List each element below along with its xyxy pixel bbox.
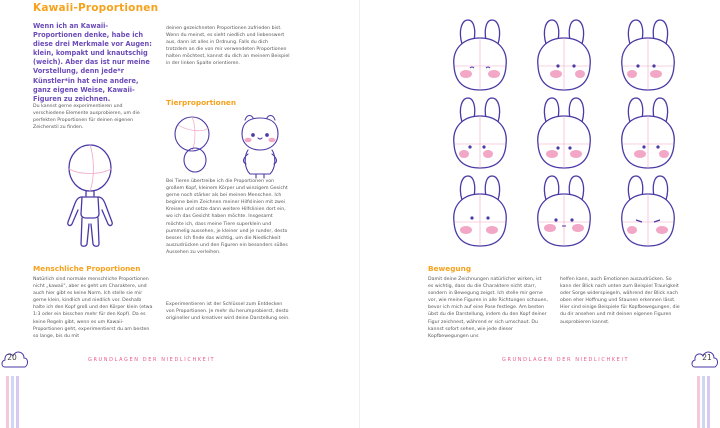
human-proportions-heading: Menschliche Proportionen <box>33 264 141 273</box>
bunny-head <box>622 98 675 168</box>
human-proportions-text: Natürlich sind normale menschliche Proportionen nicht „kawaii", aber es geht um Charaktere, und auch hier gibt es keine Norm. Ich stelle sie mir gerne klein, kindlich und niedlich vor. Deshalb halte ich den Kopf groß und den Körper klein (etwa 1:3 oder ein bisschen mehr für den Kopf). Da es keine Regeln gibt, wenn es um Kawaii-Proportionen geht, experimentierst du am besten so lange, bis du mit <box>33 277 153 339</box>
bunny-head <box>454 98 507 168</box>
proportions-continued-text: deinen gezeichneten Proportionen zufrieden bist. Wenn du meinst, es sieht niedlich und liebenswert aus, dann ist alles in Ordnung. Falls du dich trotzdem an die von mir verwendeten Proportionen halten möchtest, kannst du dich an meinem Beispiel in der linken Spalte orientieren. <box>166 26 290 67</box>
bunny-head <box>538 176 591 246</box>
human-proportion-figure <box>58 144 122 254</box>
intro-paragraph: Wenn ich an Kawaii-Proportionen denke, habe ich diese drei Merkmale vor Augen: klein, kompakt und knautschig (weich). Aber das ist nur meine Vorstellung, denn jede*r Künstler*in hat eine andere, ganz eigene Weise, Kawaii-Figuren zu zeichnen. <box>33 22 152 103</box>
movement-text-continued: helfen kann, auch Emotionen auszudrücken. So kann der Blick nach unten zum Beispiel Traurigkeit oder Sorge widerspiegeln, während der Blick nach oben eher Hoffnung und Staunen erkennen lässt. Hier sind einige Beispiele für Kopfbewegungen, die du dir ansehen und mit deinen eigenen Figuren ausprobieren kannst. <box>560 277 680 325</box>
bunny-head <box>538 98 591 168</box>
rainbow-stripes-decoration <box>694 376 716 428</box>
footer-title: GRUNDLAGEN DER NIEDLICHKEIT <box>88 357 216 363</box>
animal-proportions-heading: Tierproportionen <box>166 98 237 107</box>
movement-heading: Bewegung <box>428 264 472 273</box>
page-number: 20 <box>7 353 17 362</box>
animal-proportion-sketch <box>170 110 294 180</box>
footer-title: GRUNDLAGEN DER NIEDLICHKEIT <box>502 357 630 363</box>
page-title: Kawaii-Proportionen <box>33 2 159 14</box>
right-page <box>360 0 720 428</box>
bunny-head <box>622 20 675 90</box>
experiment-paragraph: Du kannst gerne experimentieren und verschiedene Elemente ausprobieren, um die perfekten Proportionen für deinen eigenen Zeichenstil zu finden. <box>33 104 140 131</box>
animal-proportions-text: Bei Tieren übertreibe ich die Proportionen von großem Kopf, kleinem Körper und winzigem Gesicht gerne noch stärker als bei meinen Menschen. Ich beginne beim Zeichnen meiner Hilfslinien mit zwei Kreisen und setze dann weitere Hilfslinien dort ein, wo ich das Gesicht haben möchte. Insgesamt möchte ich, dass meine Tiere superklein und pummelig aussehen, je kleiner und je runder, desto besser. Ich finde das wichtig, um die Niedlichkeit auszudrücken und den Figuren ein besonders süßes Aussehen zu verleihen. <box>166 179 288 255</box>
experiment-key-text: Experimentieren ist der Schlüssel zum Entdecken von Proportionen. Je mehr du herumprobierst, desto origineller und kreativer wird deine Darstellung sein. <box>166 302 290 322</box>
bunny-head <box>622 176 675 246</box>
bunny-head <box>538 20 591 90</box>
bunny-head <box>454 20 507 90</box>
bunny-head-grid <box>442 14 692 254</box>
rainbow-stripes-decoration <box>3 376 25 428</box>
movement-text: Damit deine Zeichnungen natürlicher wirken, ist es wichtig, dass du die Charaktere nicht starr, sondern in Bewegung zeigst. Ich stelle mir gerne vor, wie meine Figuren in alle Richtungen schauen, bevor ich mich auf eine Pose festlege. Am besten übst du die Darstellung, indem du den Kopf deiner Figur zeichnest, während er sich umschaut. Du kannst sofort sehen, wie jede dieser Kopfbewegungen uns <box>428 277 548 339</box>
bunny-head <box>454 176 507 246</box>
page-number: 21 <box>702 353 712 362</box>
